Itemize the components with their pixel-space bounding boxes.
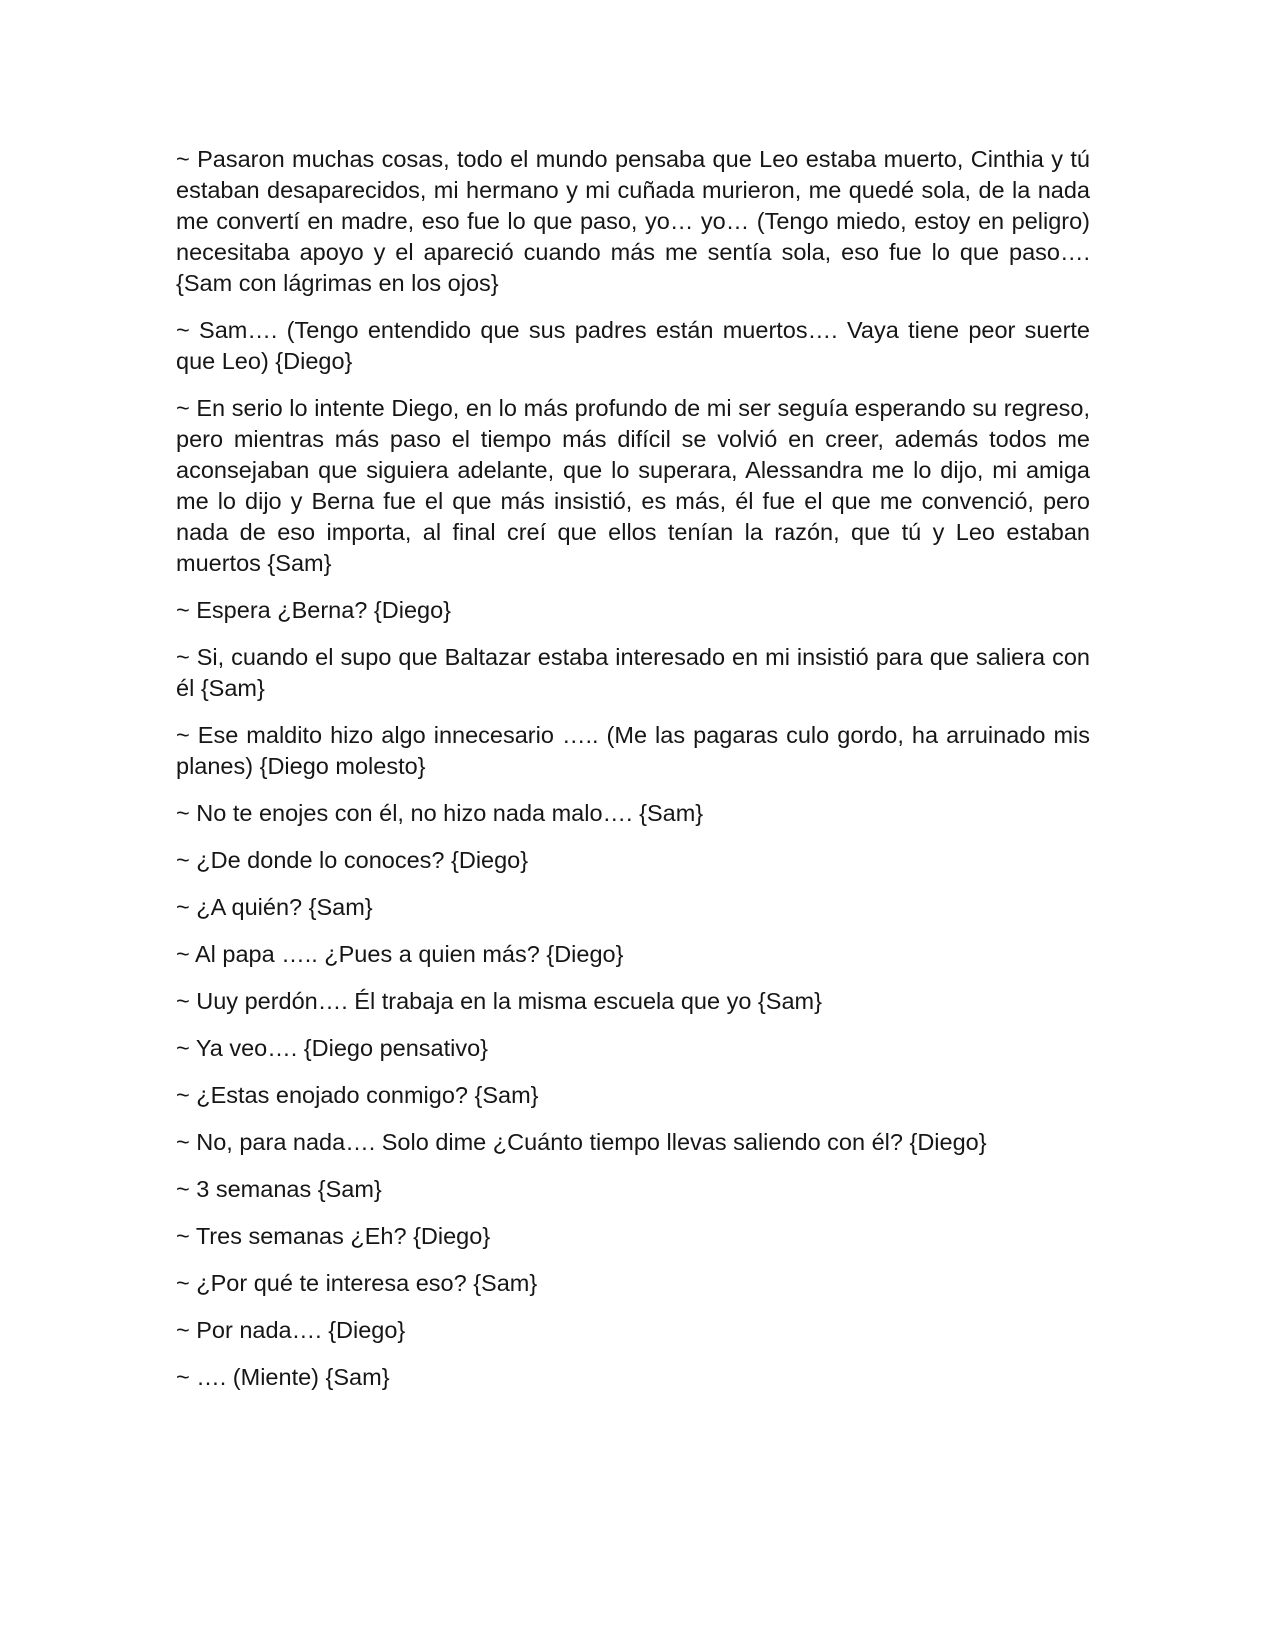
paragraph: ~ ¿A quién? {Sam}: [176, 894, 373, 920]
paragraph: ~ Si, cuando el supo que Baltazar estaba interesado en mi insistió para que saliera con él {Sam}: [176, 644, 1090, 701]
paragraph: ~ …. (Miente) {Sam}: [176, 1364, 390, 1390]
paragraph: ~ En serio lo intente Diego, en lo más profundo de mi ser seguía esperando su regreso, pero mientras más paso el tiempo más difícil se volvió en creer, además todos me aconsejaban que siguiera adelante, que lo superara, Alessandra me lo dijo, mi amiga me lo dijo y Berna fue el que más insistió, es más, él fue el que me convenció, pero nada de eso importa, al final creí que ellos tenían la razón, que tú y Leo estaban muertos {Sam}: [176, 395, 1090, 576]
paragraph: ~ Al papa ….. ¿Pues a quien más? {Diego}: [176, 941, 624, 967]
paragraph: ~ 3 semanas {Sam}: [176, 1176, 382, 1202]
paragraph: ~ ¿Por qué te interesa eso? {Sam}: [176, 1270, 538, 1296]
paragraph: ~ Tres semanas ¿Eh? {Diego}: [176, 1223, 491, 1249]
paragraph: ~ Pasaron muchas cosas, todo el mundo pensaba que Leo estaba muerto, Cinthia y tú estaban desaparecidos, mi hermano y mi cuñada murieron, me quedé sola, de la nada me convertí en madre, eso fue lo que paso, yo… yo… (Tengo miedo, estoy en peligro) necesitaba apoyo y el apareció cuando más me sentía sola, eso fue lo que paso…. {Sam con lágrimas en los ojos}: [176, 146, 1090, 296]
paragraph: ~ Sam…. (Tengo entendido que sus padres están muertos…. Vaya tiene peor suerte que Leo) {Diego}: [176, 317, 1090, 374]
paragraph: ~ Espera ¿Berna? {Diego}: [176, 597, 452, 623]
paragraph: ~ No te enojes con él, no hizo nada malo…. {Sam}: [176, 800, 704, 826]
paragraph: ~ Uuy perdón…. Él trabaja en la misma escuela que yo {Sam}: [176, 988, 822, 1014]
paragraph: ~ No, para nada…. Solo dime ¿Cuánto tiempo llevas saliendo con él? {Diego}: [176, 1129, 987, 1155]
paragraph: ~ ¿De donde lo conoces? {Diego}: [176, 847, 529, 873]
paragraph: ~ Por nada…. {Diego}: [176, 1317, 406, 1343]
paragraph: ~ ¿Estas enojado conmigo? {Sam}: [176, 1082, 539, 1108]
paragraph: ~ Ya veo…. {Diego pensativo}: [176, 1035, 489, 1061]
paragraph: ~ Ese maldito hizo algo innecesario ….. (Me las pagaras culo gordo, ha arruinado mis planes) {Diego molesto}: [176, 722, 1090, 779]
document-body: [176, 144, 1090, 1409]
